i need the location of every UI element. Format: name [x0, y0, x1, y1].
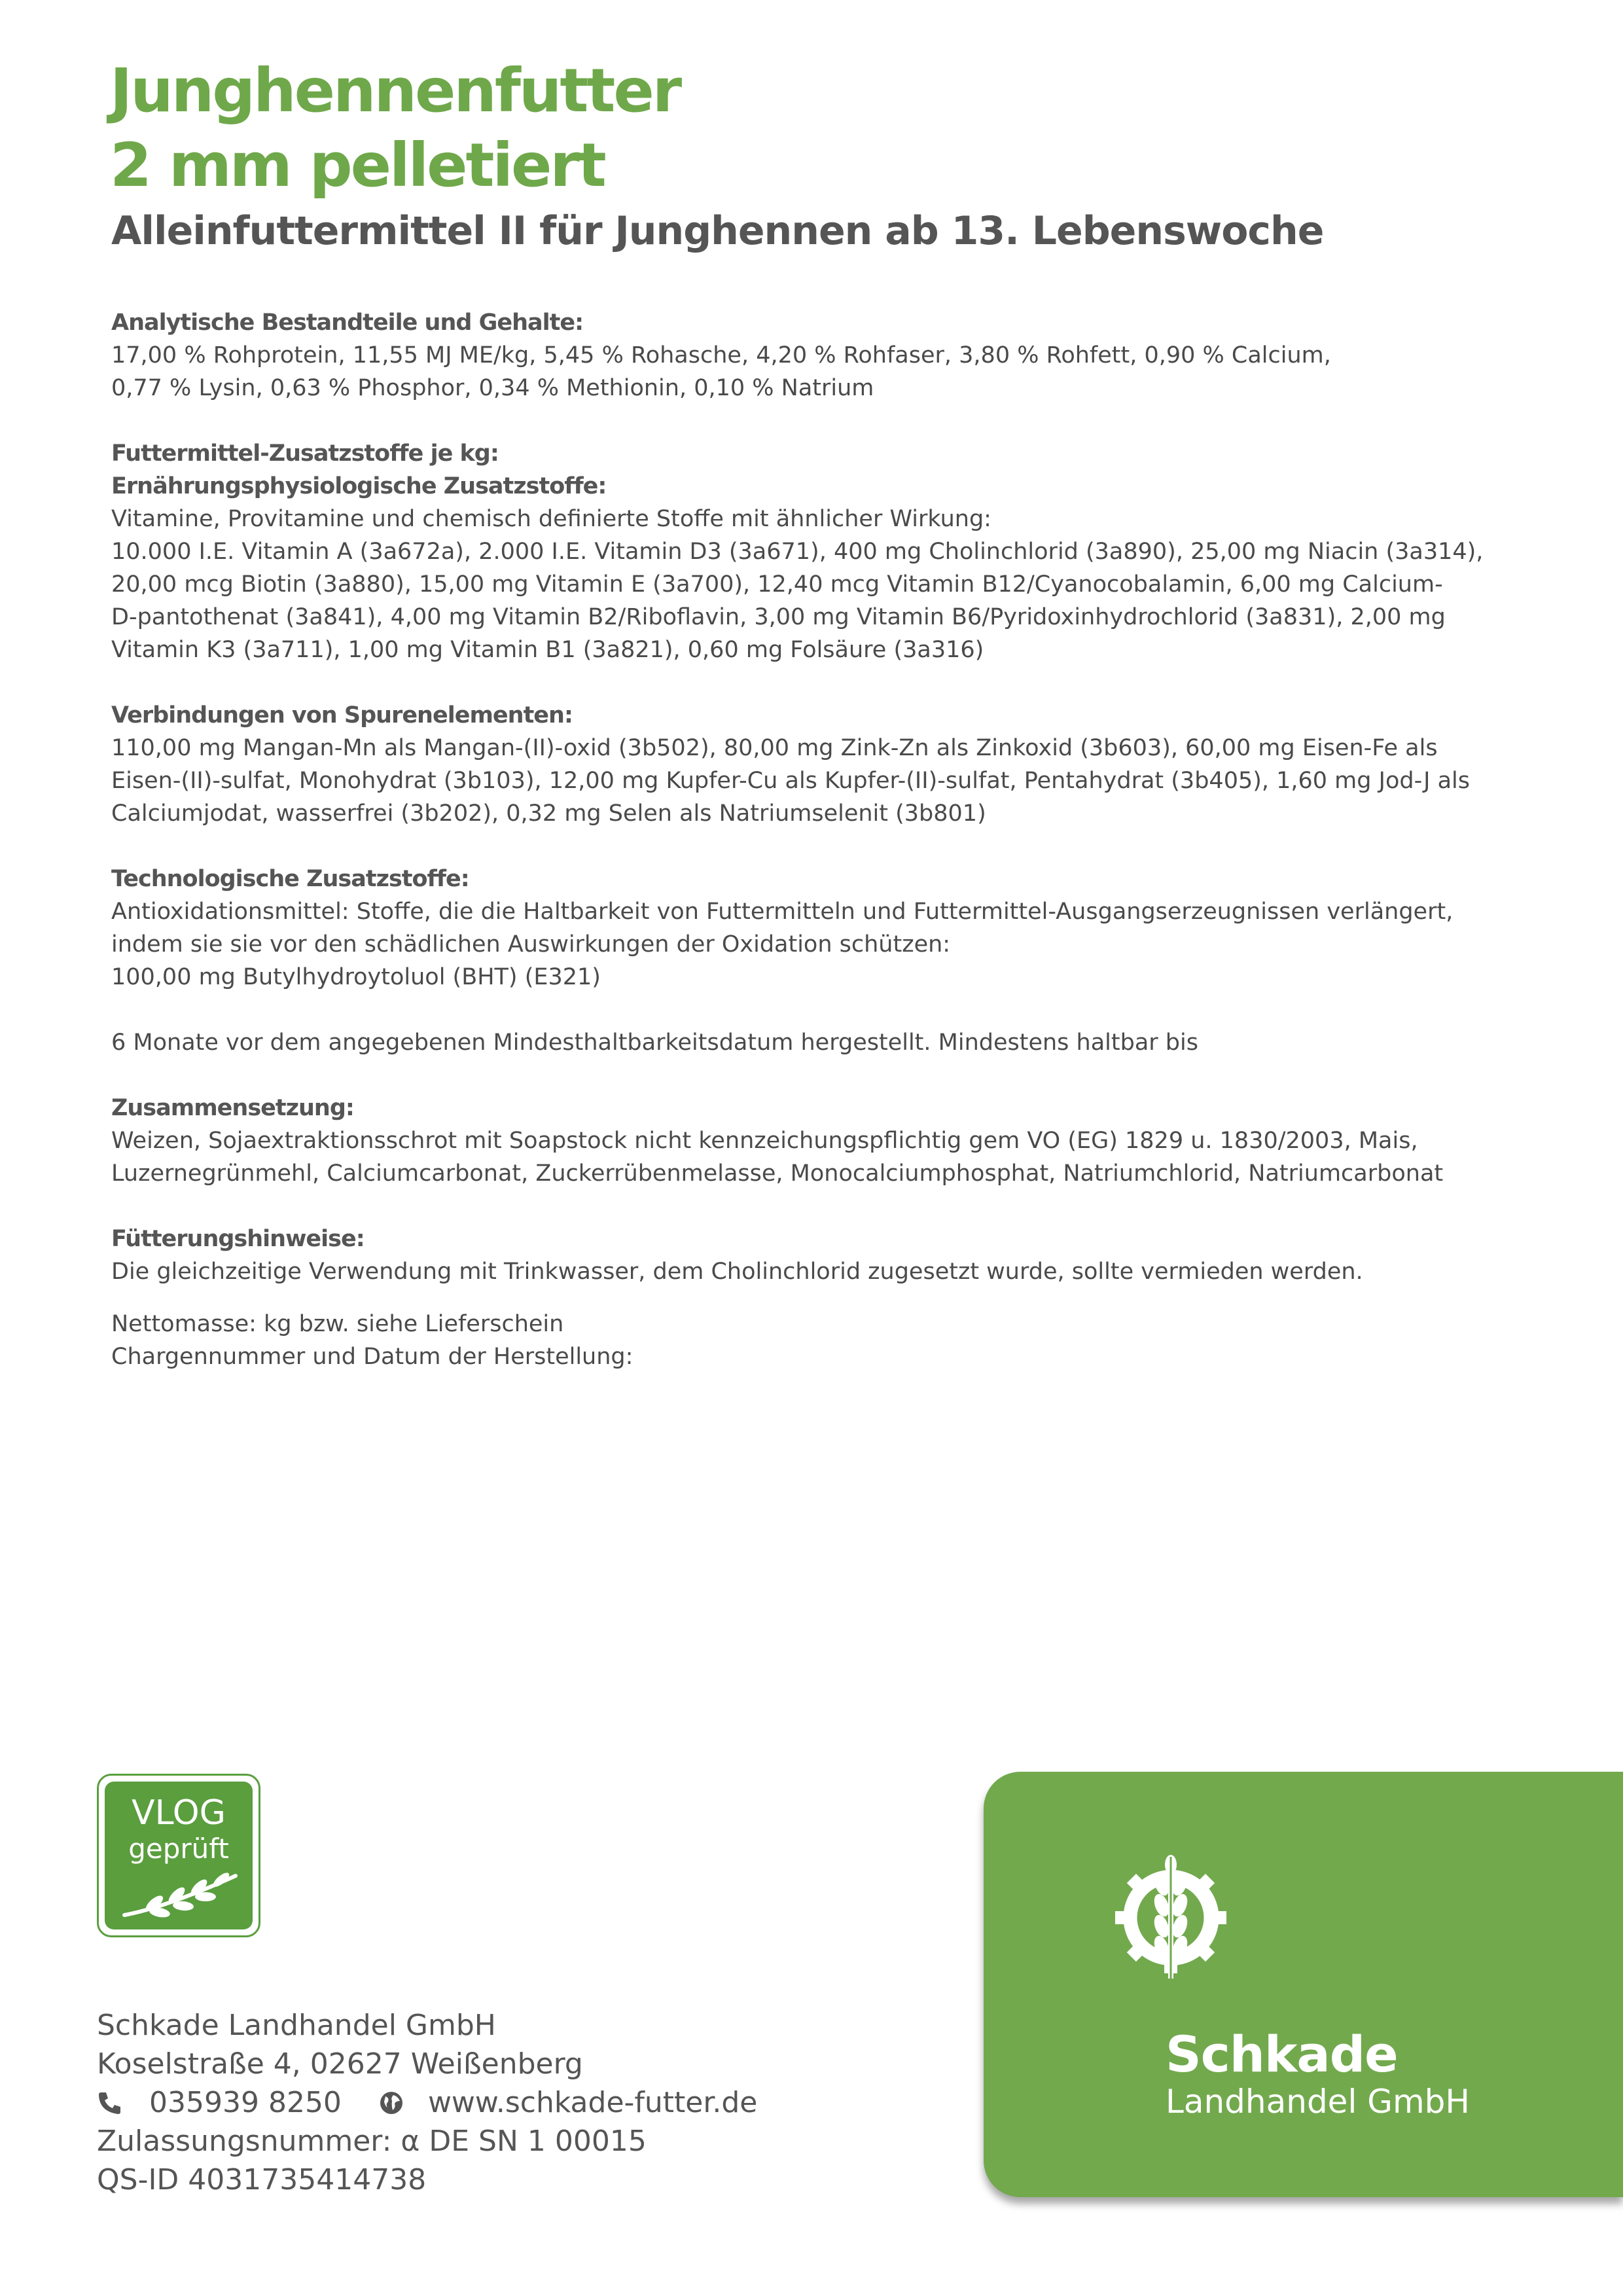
title-line-2: 2 mm pelletiert	[110, 130, 605, 200]
vitamins-line: 20,00 mcg Biotin (3a880), 15,00 mg Vitamin E (3a700), 12,40 mcg Vitamin B12/Cyanocobalamin, 6,00 mg Calcium-	[111, 571, 1443, 598]
globe-icon	[378, 2090, 404, 2116]
nutritional-heading: Ernährungsphysiologische Zusatzstoffe:	[111, 473, 607, 499]
contact-row	[97, 2083, 882, 2122]
analytic-line: 0,77 % Lysin, 0,63 % Phosphor, 0,34 % Methionin, 0,10 % Natrium	[111, 375, 874, 401]
trace-line: Calciumjodat, wasserfrei (3b202), 0,32 mg Selen als Natriumselenit (3b801)	[111, 800, 986, 827]
vlog-subtext: geprüft	[128, 1833, 229, 1865]
net-mass: Nettomasse: kg bzw. siehe Lieferschein	[111, 1311, 564, 1337]
analytic-line: 17,00 % Rohprotein, 11,55 MJ ME/kg, 5,45 % Rohasche, 4,20 % Rohfaser, 3,80 % Rohfett, 0,90 % Calcium,	[111, 342, 1331, 368]
tech-line: 100,00 mg Butylhydroytoluol (BHT) (E321)	[111, 964, 601, 990]
feeding-line: Die gleichzeitige Verwendung mit Trinkwasser, dem Cholinchlorid zugesetzt wurde, sollte vermieden werden.	[111, 1259, 1363, 1285]
brand-subtitle: Landhandel GmbH	[1166, 2083, 1471, 2121]
label-content	[111, 306, 1518, 1373]
batch-info: Chargennummer und Datum der Herstellung:	[111, 1344, 633, 1370]
trace-line: 110,00 mg Mangan-Mn als Mangan-(II)-oxid (3b502), 80,00 mg Zink-Zn als Zinkoxid (3b603), 60,00 mg Eisen-Fe als	[111, 735, 1438, 761]
vitamins-intro: Vitamine, Provitamine und chemisch definierte Stoffe mit ähnlicher Wirkung:	[111, 506, 991, 532]
company-name: Schkade Landhandel GmbH	[97, 2009, 496, 2042]
composition-line: Weizen, Sojaextraktionsschrot mit Soapstock nicht kennzeichungspflichtig gem VO (EG) 1829 u. 1830/2003, Mais,	[111, 1128, 1418, 1154]
wheat-gear-logo-icon	[1107, 1850, 1235, 1985]
analytic-heading: Analytische Bestandteile und Gehalte:	[111, 310, 584, 336]
approval-number: Zulassungsnummer: α DE SN 1 00015	[97, 2125, 647, 2158]
company-address	[97, 2006, 882, 2199]
tech-line: indem sie sie vor den schädlichen Auswirkungen der Oxidation schützen:	[111, 931, 951, 958]
tech-heading: Technologische Zusatzstoffe:	[111, 866, 469, 892]
trace-line: Eisen-(II)-sulfat, Monohydrat (3b103), 12,00 mg Kupfer-Cu als Kupfer-(II)-sulfat, Pentahydrat (3b405), 1,60 mg Jod-J als	[111, 768, 1471, 794]
qs-id: QS-ID 4031735414738	[97, 2163, 427, 2197]
composition-line: Luzernegrünmehl, Calciumcarbonat, Zuckerrübenmelasse, Monocalciumphosphat, Natriumchlorid, Natriumcarbonat	[111, 1160, 1444, 1187]
company-street: Koselstraße 4, 02627 Weißenberg	[97, 2047, 583, 2081]
vitamins-line: 10.000 I.E. Vitamin A (3a672a), 2.000 I.E. Vitamin D3 (3a671), 400 mg Cholinchlorid (3a890), 25,00 mg Niacin (3a314),	[111, 539, 1484, 565]
wheat-icon	[120, 1867, 241, 1919]
trace-heading: Verbindungen von Spurenelementen:	[111, 702, 573, 728]
brand-name: Schkade	[1166, 2025, 1398, 2083]
vitamins-line: D-pantothenat (3a841), 4,00 mg Vitamin B2/Riboflavin, 3,00 mg Vitamin B6/Pyridoxinhydrochlorid (3a831), 2,00 mg	[111, 604, 1446, 630]
phone-number[interactable]: 035939 8250	[149, 2086, 342, 2119]
composition-heading: Zusammensetzung:	[111, 1095, 354, 1121]
vlog-text: VLOG	[132, 1793, 226, 1833]
vitamins-line: Vitamin K3 (3a711), 1,00 mg Vitamin B1 (3a821), 0,60 mg Folsäure (3a316)	[111, 637, 984, 663]
product-subtitle: Alleinfuttermittel II für Junghennen ab 13. Lebenswoche	[111, 208, 1324, 254]
vlog-badge-inner	[105, 1782, 253, 1929]
product-title	[110, 54, 680, 203]
vlog-badge	[97, 1774, 260, 1937]
feeding-heading: Fütterungshinweise:	[111, 1226, 365, 1252]
shelf-note: 6 Monate vor dem angegebenen Mindesthaltbarkeitsdatum hergestellt. Mindestens haltbar bis	[111, 1030, 1198, 1056]
tech-line: Antioxidationsmittel: Stoffe, die die Haltbarkeit von Futtermitteln und Futtermittel-Ausgangserzeugnissen verlängert,	[111, 899, 1454, 925]
additives-heading: Futtermittel-Zusatzstoffe je kg:	[111, 440, 499, 467]
phone-icon	[97, 2090, 123, 2116]
website-link[interactable]: www.schkade-futter.de	[427, 2086, 758, 2119]
brand-panel	[984, 1772, 1623, 2197]
title-line-1: Junghennenfutter	[110, 56, 681, 126]
